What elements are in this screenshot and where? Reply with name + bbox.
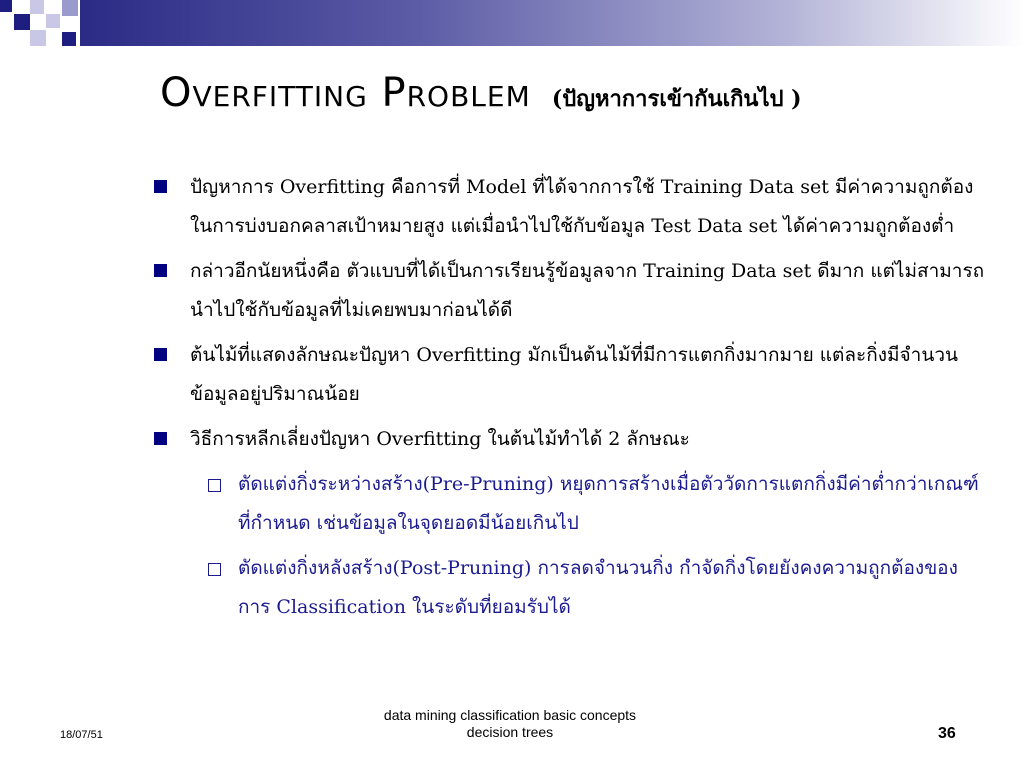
square-bullet-icon	[154, 432, 167, 445]
square-bullet-icon	[154, 180, 167, 193]
slide-title	[160, 70, 990, 130]
bullet-item	[150, 168, 990, 246]
sub-bullet-item	[150, 549, 990, 627]
bullet-item	[150, 252, 990, 330]
header-gradient-band	[80, 0, 1024, 46]
slide-body	[150, 168, 990, 633]
footer-date: 18/07/51	[60, 729, 103, 741]
hollow-square-bullet-icon	[208, 563, 221, 576]
decor-square-3	[30, 0, 44, 14]
decor-square-6	[30, 30, 46, 46]
sub-bullet-text: ตัดแต่งกิ่งระหว่างสร้าง(Pre-Pruning) หยุดการสร้างเมื่อตัววัดการแตกกิ่งมีค่าต่ำกว่าเกณฑ์ที่กำหนด เช่นข้อมูลในจุดยอดมีน้อยเกินไป	[238, 473, 979, 534]
decor-square-4	[46, 14, 60, 28]
bullet-text: วิธีการหลีกเลี่ยงปัญหา Overfitting ในต้นไม้ทำได้ 2 ลักษณะ	[190, 428, 690, 450]
bullet-text: ต้นไม้ที่แสดงลักษณะปัญหา Overfitting มักเป็นต้นไม้ที่มีการแตกกิ่งมากมาย แต่ละกิ่งมีจำนวนข้อมูลอยู่ปริมาณน้อย	[190, 344, 958, 405]
sub-bullet-item	[150, 465, 990, 543]
page-number: 36	[938, 725, 956, 742]
decor-square-2	[14, 14, 30, 30]
square-bullet-icon	[154, 264, 167, 277]
bullet-text: ปัญหาการ Overfitting คือการที่ Model ที่ได้จากการใช้ Training Data set มีค่าความถูกต้องในการบ่งบอกคลาสเป้าหมายสูง แต่เมื่อนำไปใช้กับข้อมูล Test Data set ได้ค่าความถูกต้องต่ำ	[190, 176, 974, 237]
decor-square-7	[62, 32, 76, 46]
sub-bullet-text: ตัดแต่งกิ่งหลังสร้าง(Post-Pruning) การลดจำนวนกิ่ง กำจัดกิ่งโดยยังคงความถูกต้องของการ Classification ในระดับที่ยอมรับได้	[238, 557, 958, 618]
bullet-item	[150, 336, 990, 414]
bullet-item	[150, 420, 990, 459]
slide-title-subtitle: (ปัญหาการเข้ากันเกินไป )	[551, 86, 802, 112]
hollow-square-bullet-icon	[208, 479, 221, 492]
square-bullet-icon	[154, 348, 167, 361]
decor-square-5	[62, 0, 78, 16]
decor-square-1	[0, 0, 12, 12]
footer-caption: data mining classification basic concepts decision trees	[383, 707, 637, 740]
bullet-text: กล่าวอีกนัยหนึ่งคือ ตัวแบบที่ได้เป็นการเรียนรู้ข้อมูลจาก Training Data set ดีมาก แต่ไม่สามารถนำไปใช้กับข้อมูลที่ไม่เคยพบมาก่อนได้ดี	[190, 260, 985, 321]
slide-title-main: Overfitting Problem	[160, 70, 531, 116]
